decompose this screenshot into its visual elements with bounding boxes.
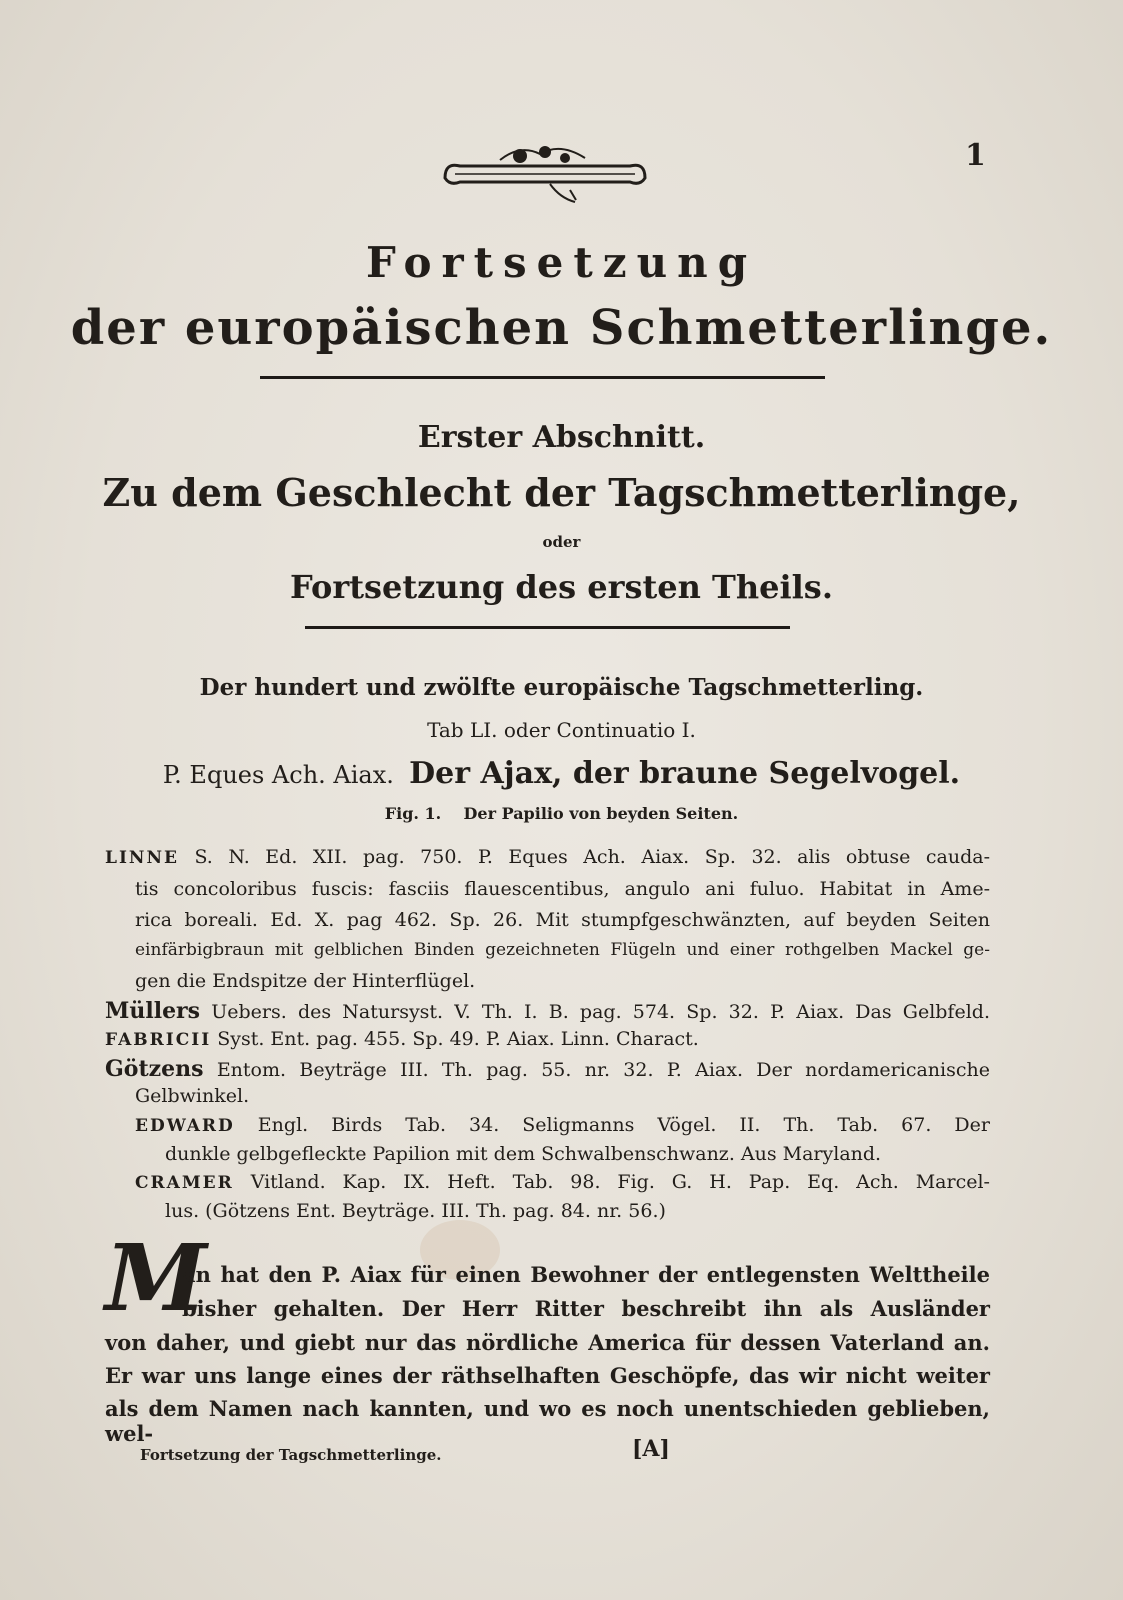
subtitle: Zu dem Geschlecht der Tagschmetterlinge,: [102, 470, 1021, 515]
ref-author: Müllers: [105, 998, 201, 1024]
section-heading: Erster Abschnitt.: [417, 420, 706, 455]
body-line: an hat den P. Aiax für einen Bewohner der entlegensten Welttheile: [182, 1262, 990, 1287]
oder-text: oder: [542, 533, 581, 551]
body-line: bisher gehalten. Der Herr Ritter beschreibt ihn als Ausländer: [182, 1296, 990, 1321]
body-line: von daher, und giebt nur das nördliche America für dessen Vaterland an.: [105, 1330, 990, 1355]
fig-text: Der Papilio von beyden Seiten.: [463, 804, 739, 823]
tab-line: Tab LI. oder Continuatio I.: [427, 718, 696, 742]
body-line: Er war uns lange eines der räthselhaften Geschöpfe, das wir nicht weiter: [105, 1363, 990, 1388]
reference-line: rica boreali. Ed. X. pag 462. Sp. 26. Mit stumpfgeschwänzten, auf beyden Seiten: [135, 909, 990, 931]
ref-author: CRAMER: [135, 1173, 234, 1193]
ref-author: FABRICII: [105, 1030, 212, 1050]
footer-title: Fortsetzung der Tagschmetterlinge.: [140, 1446, 442, 1464]
title-line-2: der europäischen Schmetterlinge.: [70, 300, 1053, 356]
reference-line: Gelbwinkel.: [135, 1085, 250, 1107]
ref-author: EDWARD: [135, 1116, 235, 1136]
fig-label: Fig. 1.: [384, 804, 442, 823]
ref-text: S. N. Ed. XII. pag. 750. P. Eques Ach. Aiax. Sp. 32. alis obtuse cauda-: [194, 846, 990, 868]
reference-line: lus. (Götzens Ent. Beyträge. III. Th. pag. 84. nr. 56.): [165, 1200, 666, 1222]
reference-line: gen die Endspitze der Hinterflügel.: [135, 970, 476, 992]
divider: [305, 626, 790, 629]
species-name: [0, 756, 1123, 791]
reference-line: [105, 846, 990, 880]
ref-text: Vitland. Kap. IX. Heft. Tab. 98. Fig. G. H. Pap. Eq. Ach. Marcel-: [250, 1171, 990, 1193]
reference-line: dunkle gelbgefleckte Papilion mit dem Schwalbenschwanz. Aus Maryland.: [165, 1143, 882, 1165]
title-line-1: Fortsetzung: [365, 238, 758, 287]
ref-text: Uebers. des Natursyst. V. Th. I. B. pag. 574. Sp. 32. P. Aiax. Das Gelbfeld.: [211, 1001, 990, 1023]
page-number: 1: [965, 138, 986, 173]
subtitle-2: Fortsetzung des ersten Theils.: [290, 568, 833, 606]
drop-cap: M: [105, 1224, 207, 1332]
floral-ornament-icon: [440, 140, 650, 210]
reference-line: einfärbigbraun mit gelblichen Binden gezeichneten Flügeln und einer rothgelben Mackel ge-: [135, 940, 990, 960]
ref-text: Syst. Ent. pag. 455. Sp. 49. P. Aiax. Linn. Charact.: [217, 1028, 699, 1050]
reference-line: [105, 998, 990, 1032]
reference-line: tis concoloribus fuscis: fasciis flauescentibus, angulo ani fuluo. Habitat in Ame-: [135, 878, 990, 900]
species-heading: Der hundert und zwölfte europäische Tagschmetterling.: [199, 674, 924, 701]
ref-author: Götzens: [105, 1056, 204, 1082]
reference-line: [105, 1028, 699, 1050]
species-latin: P. Eques Ach. Aiax.: [162, 761, 394, 789]
ref-text: Engl. Birds Tab. 34. Seligmanns Vögel. II. Th. Tab. 67. Der: [257, 1114, 990, 1136]
divider: [260, 376, 825, 379]
figure-caption: [0, 804, 1123, 823]
species-german: Der Ajax, der braune Segelvogel.: [409, 756, 961, 791]
ref-author: LINNE: [105, 848, 179, 868]
signature-mark: [A]: [632, 1436, 670, 1462]
ref-text: Entom. Beyträge III. Th. pag. 55. nr. 32. P. Aiax. Der nordamericanische: [216, 1059, 990, 1081]
body-line: als dem Namen nach kannten, und wo es noch unentschieden geblieben, wel-: [105, 1396, 990, 1446]
